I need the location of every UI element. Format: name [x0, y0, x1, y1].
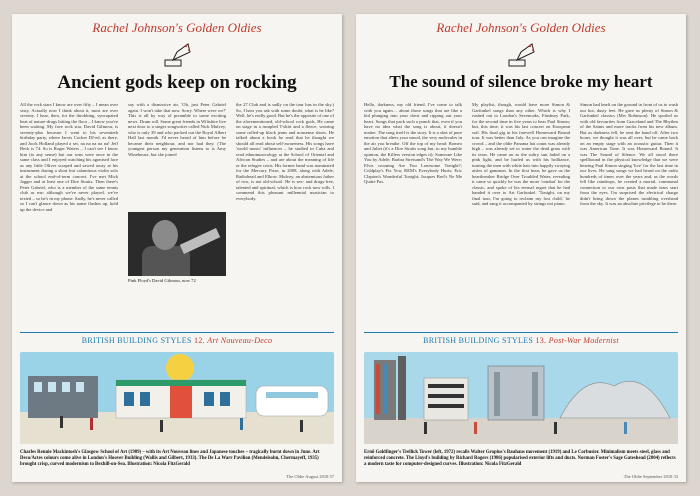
series-title: Rachel Johnson's Golden Oldies: [436, 20, 606, 35]
article-column-1: All the rock stars I know are over fifty – I mean over sixty. Actually now I think about it, most are over seventy. I hear, then, for the throbbing, syncopated beat of nature-drugs hitting the floor – I know you've been waiting. My fave rock star, David Gilmour, is seventy-plus because I went to his seventieth birthday party, where Jarvis Cocker DJ-ed, as there, and Jools Holland played a set, na na na na na! Jeff Beck is 74. So is Roger Waters – I can't see I know him (to any sense) but our sons were once in the same class and I enjoyed watching his agonised face as any little Oliver scraped and sawed away at his instrument during a short but calamitous violin solo at the school end-of-term concert. I've met Mick Jagger and at least one of Dire Straits. Then there's Peter Gabriel, who is a member of the same tennis club as me; although we've never played, we've texted – so he's in my phone. Sadly, he's never called so I can't glance down as his name flashes up, hold up the device and: [20, 102, 118, 212]
illustration-caption: Ernő Goldfinger's Trellick Tower (left, 1972) recalls Walter Gropius's Bauhaus movement (1919) and Le Corbusier. Minimalism meets steel, glass and reinforced concrete. The Lloyd's building by Richard Rogers (1986) popularised exterior lifts and ducts. Norman Foster's Sage Gateshead (2004) reflects a modern taste for computer-designed curves. Illustration: Nicola FitzGerald: [364, 450, 676, 467]
article-column-2: say with a dismissive air, 'Oh, just Peter Gabriel again. I won't take that now. Sorry. Where were we?' This is all by way of preamble to some exciting news. Drum roll. Some great friends in Wiltshire live next door to a singer songwriter called Nick Mulvey, who is only 39 and who packed out the Royal Albert Hall last month. I'd never heard of him before he became their neighbour, and nor had they. (The youngest person my generation listens to is Amy Winehouse, but she joined: [128, 102, 226, 157]
gramophone-icon: [162, 40, 192, 70]
section-heading: [12, 336, 342, 345]
article-column-3: Simon had knelt on the ground in front of us to wash our hot, dusty feet. He gave us plenty of Simon & Garfunkel classics (Mrs Robinson). He spoiled us with old favourites from Graceland and The Rhythm of the Saints and more tracks from his new album. But as darkness fell, he sent the band off. After two hours, we thought it was all over, but he came back on an empty stage with an acoustic guitar. Then it was American Tune. It was Homeward Bound. It was The Sound of Silence. We all stood there spellbound in the physical knowledge that we were hearing Paul Simon singing 'live' for the last time in our lives. He sang songs we had heard on the radio hundreds of times over the years and, as the words fell like raindrops, he created a mortal, communal connection to our own pasts that made tears start from the eyes. I'm surprised the electrical charge didn't bring down the planes rumbling overhead from the sky. It was an absolute privilege to be there.: [580, 102, 678, 206]
section-number: 13.: [535, 336, 547, 345]
photo-caption: Pink Floyd's David Gilmour, now 72: [128, 278, 196, 283]
left-magazine-page: [12, 14, 342, 482]
article-column-3: the 27 Club and is sadly on the tour bus in the sky.) So, I hear you ask with some doubt, what is he like? Well, he's really good. But he's the opposite of one of the aforementioned, old-school rock gods. He came on stage in a rumpled T-shirt and a fleece, wearing some rolled-up black jeans and nonsense shoes. He talked about a book he read that he thought we should all read about self-awareness. His songs have 'world music' influences – he studied in Cuba and read ethnomusicology at the School of Oriental and African Studies – and are about the meaning of life or the refugee crisis. His former band was nominated for the Mercury Prize, in 2008, along with Adele, Radiohead and Elbow. Mulvey, an abstemious father of two, is not old-school. He is sex- and drugs-free, talented and spiritual, which is how rock now rolls. I commend this pleasant millennial musician to everybody.: [236, 102, 334, 201]
section-style: Art Nouveau-Deco: [207, 336, 273, 345]
section-label: BRITISH BUILDING STYLES: [81, 336, 192, 345]
section-number: 12.: [194, 336, 205, 345]
section-label: BRITISH BUILDING STYLES: [423, 336, 534, 345]
page-footer: The Oldie September 2018 33: [623, 474, 678, 479]
gramophone-icon: [506, 40, 536, 70]
article-column-2: My playlist, though, would have more Simon & Garfunkel songs than any other. Which is why I rushed out to London's Sevenoaks, Finsbury Park, for the second time in five years to hear Paul Simon; but, this time, it was his last concert on European soil. His final gig in his farewell Homeward Bound tour. It was better than July. As you can imagine the crowd – and the oldie Panama hat count was already high – was already set to water the dead grass with its tears. He came on as the sultry sun faded on a pink light, and he hurled us with his brilliance, turning the men with white hair into happily swaying aisles of gammon. In the first hour, he gave us the heartbreaker Bridge Over Troubled Water, revealing it came so quickly he was the more 'combat' for the classic, and spoke of his eternal regret that he had handed it over to Art Garfunkel. 'Tonight, on my final tour, I'm going to reclaim my lost child,' he said, and sang it accompanied by strings not piano.: [472, 102, 570, 206]
post-war-modernist-illustration: [364, 352, 678, 444]
article-column-1: Hello, darkness, my old friend. I've come to talk with you again… about those songs that are like a kid plunging into your chest and ripping out your heart. Songs that pack such a punch that, even if you have no idea what the song is about, it doesn't matter. The song itself is the story. It is a shot of pure emotion that alters your mood, the very molecules in the air you breathe. Off the top of my head: Romeo and Juliet (it's a Dire Straits song but, to my humble opinion, the Killers version edges it); Someone Like You by Adele; Barbra Streisand's The Way We Were; Elvis crooning Are You Lonesome Tonight?; Coldplay's Fix You; REM's Everybody Hurts; Eric Clapton's Wonderful Tonight; Jacques Brel's Ne Me Quitte Pas.: [364, 102, 462, 184]
page-footer: The Oldie August 2018 57: [286, 474, 334, 479]
illustration-caption: Charles Rennie Mackintosh's Glasgow School of Art (1909) – with its Art Nouveau lines and Japanese touches – tragically burnt down in June. Art Deco/Actes colours come alive in London's Hoover Building (Wallis and Gilbert, 1933). The De La Warr Pavilion (Mendelsohn, Chermayeff, 1935) brought crisp, curved modernism to Bexhill-on-Sea. Illustration: Nicola FitzGerald: [20, 450, 320, 467]
section-divider: [20, 332, 334, 333]
section-heading: [356, 336, 686, 345]
musician-photo: [128, 212, 226, 276]
series-title: Rachel Johnson's Golden Oldies: [92, 20, 262, 35]
art-nouveau-illustration: [20, 352, 334, 444]
section-style: Post-War Modernist: [548, 336, 619, 345]
article-headline: The sound of silence broke my heart: [389, 72, 653, 91]
article-headline: Ancient gods keep on rocking: [57, 72, 297, 93]
section-divider: [364, 332, 678, 333]
right-magazine-page: [356, 14, 686, 482]
